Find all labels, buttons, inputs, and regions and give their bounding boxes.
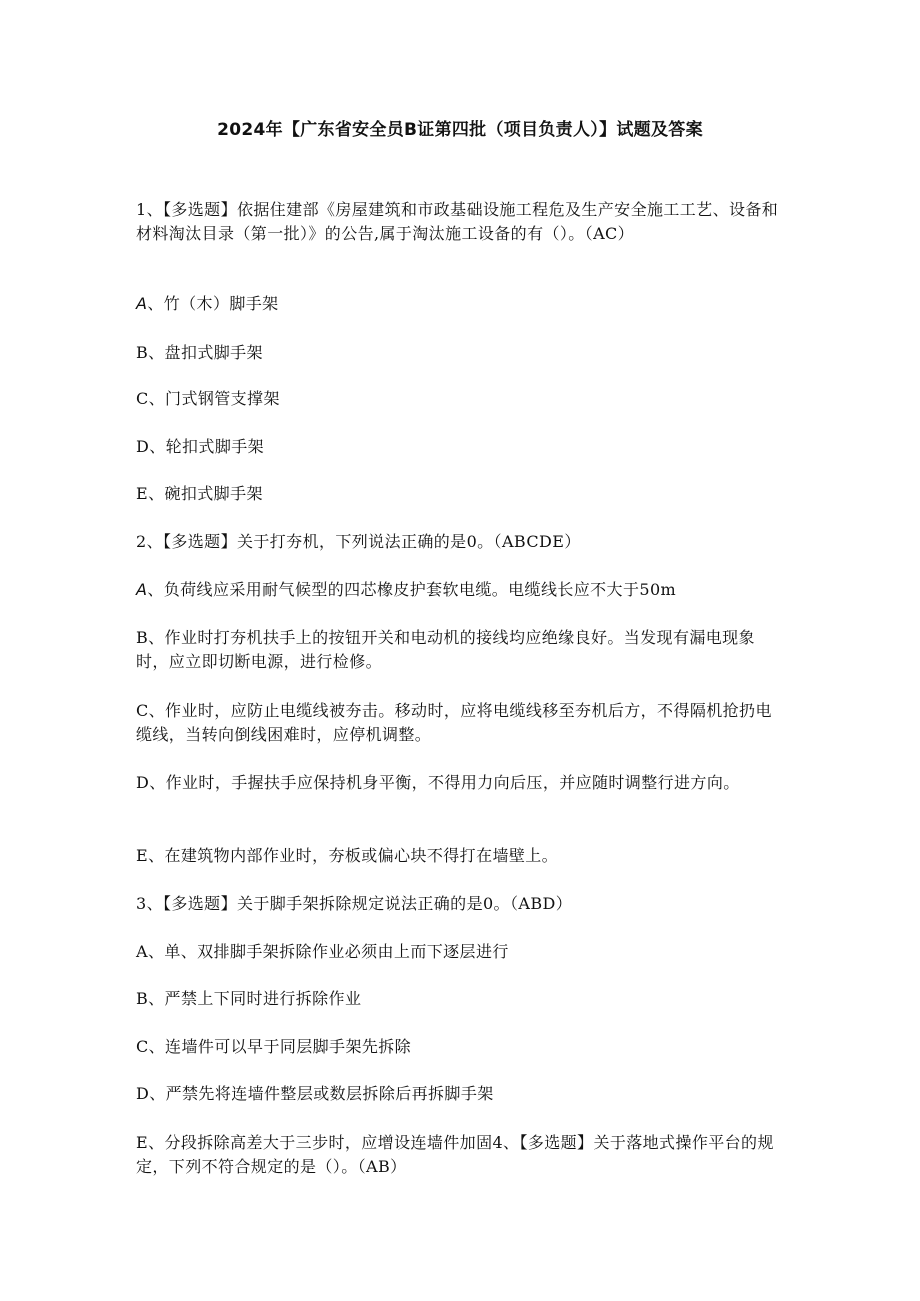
question-2-option-d: D、作业时，手握扶手应保持机身平衡，不得用力向后压，并应随时调整行进方向。 [136,773,740,792]
question-2-option-b: B、作业时打夯机扶手上的按钮开关和电动机的接线均应绝缘良好。当发现有漏电现象时，应立即切断电源，进行检修。 [136,628,755,671]
question-1-option-b: B、盘扣式脚手架 [136,343,263,362]
question-3-option-a: A、单、双排脚手架拆除作业必须由上而下逐层进行 [136,942,509,961]
question-1-stem: 1、【多选题】依据住建部《房屋建筑和市政基础设施工程危及生产安全施工工艺、设备和材料淘汰目录（第一批）》的公告,属于淘汰施工设备的有（）。（AC） [136,200,779,243]
question-3-stem: 3、【多选题】关于脚手架拆除规定说法正确的是0。（ABD） [136,894,573,913]
option-text: 、负荷线应采用耐气候型的四芯橡皮护套软电缆。电缆线长应不大于50m [147,580,677,599]
question-1-option-a [136,292,784,316]
question-2-option-e: E、在建筑物内部作业时，夯板或偏心块不得打在墙壁上。 [136,846,559,865]
question-1-option-c: C、门式钢管支撑架 [136,389,280,408]
question-2-option-c: C、作业时，应防止电缆线被夯击。移动时，应将电缆线移至夯机后方，不得隔机抢扔电缆线，当转向倒线困难时，应停机调整。 [136,701,772,744]
question-2-stem: 2、【多选题】关于打夯机，下列说法正确的是0。（ABCDE） [136,532,581,551]
question-3-option-b: B、严禁上下同时进行拆除作业 [136,989,362,1008]
option-letter: A [136,580,148,599]
question-3-option-c: C、连墙件可以早于同层脚手架先拆除 [136,1037,412,1056]
question-2-option-a [136,578,784,602]
question-1-option-d: D、轮扣式脚手架 [136,437,265,456]
question-1-option-e: E、碗扣式脚手架 [136,484,263,503]
question-3-option-e: E、分段拆除高差大于三步时，应增设连墙件加固4、【多选题】关于落地式操作平台的规定，下列不符合规定的是（）。（AB） [136,1133,774,1176]
document-title: 2024年【广东省安全员B证第四批（项目负责人）】试题及答案 [217,120,703,140]
option-text: 、竹（木）脚手架 [147,294,279,313]
option-letter: A [136,294,148,313]
question-3-option-d: D、严禁先将连墙件整层或数层拆除后再拆脚手架 [136,1084,494,1103]
